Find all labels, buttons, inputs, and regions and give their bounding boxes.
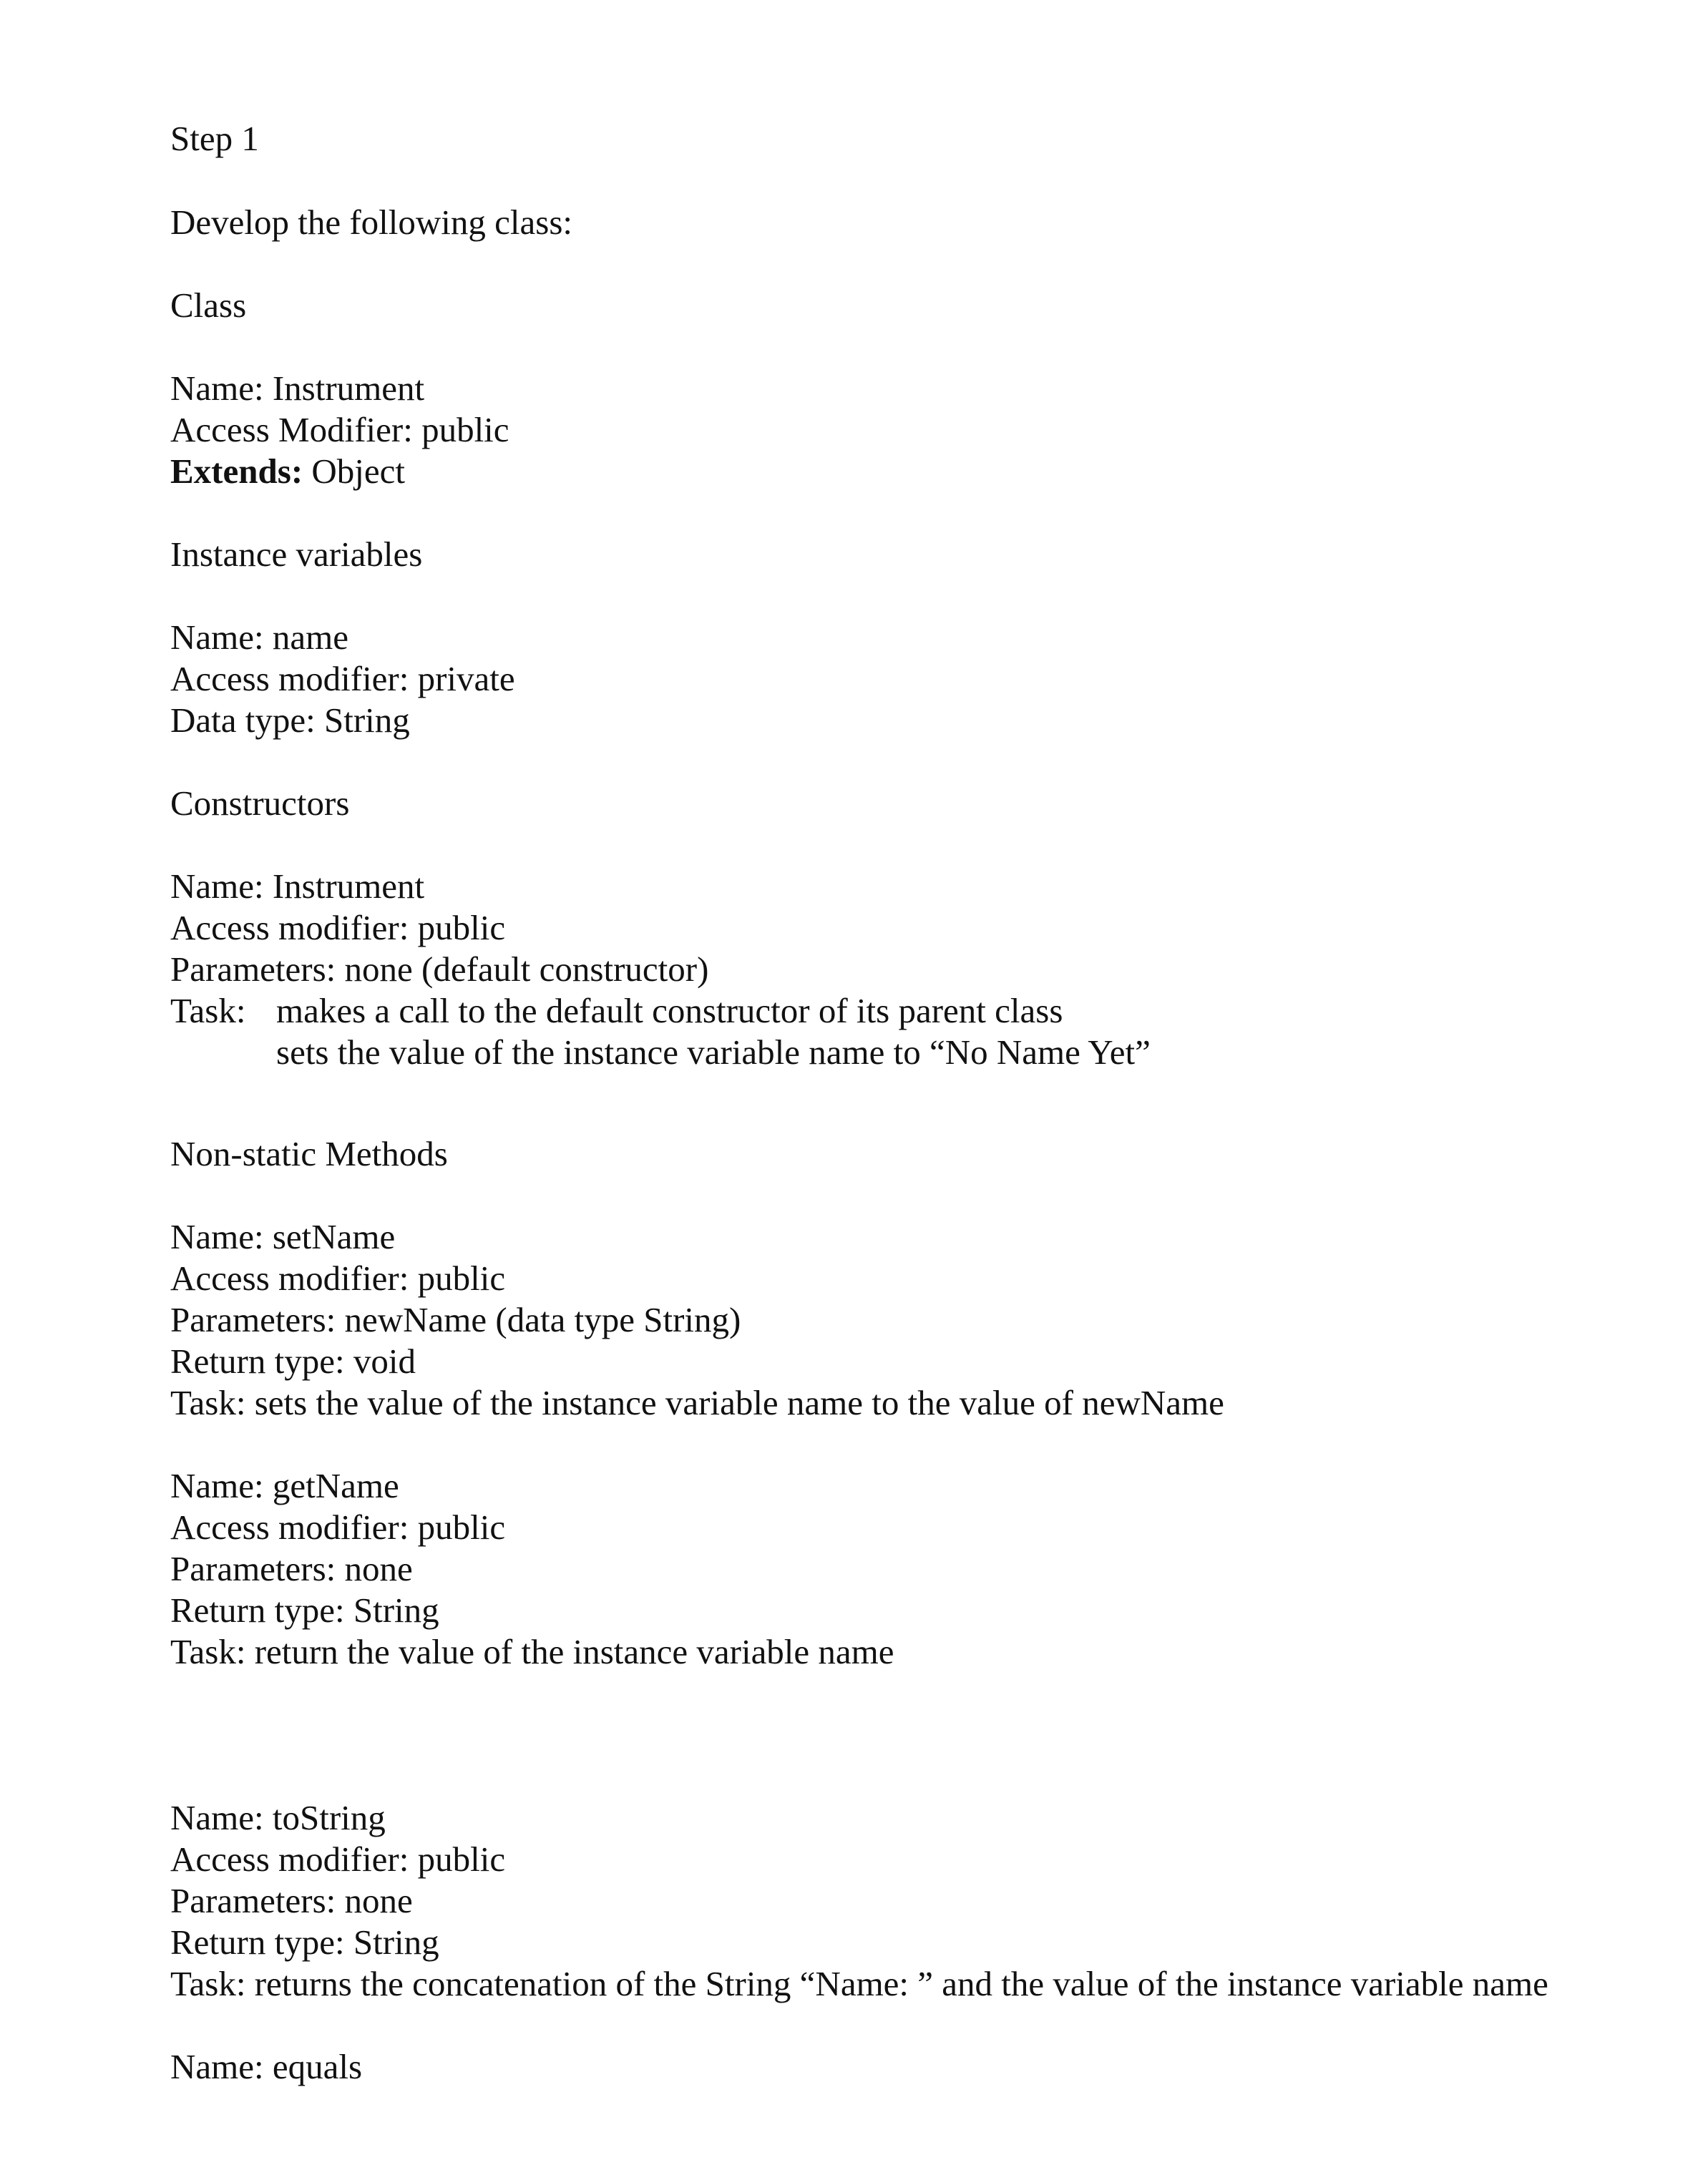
setname-name: Name: setName: [170, 1217, 396, 1256]
constructors-heading: Constructors: [170, 783, 350, 823]
variable-name: Name: name: [170, 617, 348, 657]
tostring-task: Task: returns the concatenation of the String “Name: ” and the value of the instance variable name: [170, 1964, 1548, 2003]
constructor-access: Access modifier: public: [170, 908, 506, 947]
getname-return-type: Return type: String: [170, 1590, 439, 1630]
constructor-parameters: Parameters: none (default constructor): [170, 949, 709, 989]
class-extends: [170, 451, 405, 492]
constructor-task-label: Task:: [170, 991, 246, 1030]
class-heading: Class: [170, 285, 247, 325]
extends-label: Extends:: [170, 451, 303, 491]
step-heading: Step 1: [170, 119, 259, 158]
getname-access: Access modifier: public: [170, 1507, 506, 1547]
constructor-task-line-1: makes a call to the default constructor of its parent class: [276, 991, 1063, 1030]
methods-heading: Non-static Methods: [170, 1134, 448, 1173]
extends-value: Object: [303, 451, 406, 491]
tostring-name: Name: toString: [170, 1798, 386, 1837]
class-access: Access Modifier: public: [170, 410, 509, 449]
setname-task: Task: sets the value of the instance variable name to the value of newName: [170, 1383, 1224, 1422]
tostring-return-type: Return type: String: [170, 1922, 439, 1962]
variable-access: Access modifier: private: [170, 659, 515, 698]
getname-name: Name: getName: [170, 1466, 399, 1505]
getname-parameters: Parameters: none: [170, 1549, 413, 1588]
setname-parameters: Parameters: newName (data type String): [170, 1300, 741, 1339]
equals-name: Name: equals: [170, 2047, 363, 2086]
getname-task: Task: return the value of the instance variable name: [170, 1632, 894, 1671]
tostring-access: Access modifier: public: [170, 1839, 506, 1879]
class-name: Name: Instrument: [170, 368, 425, 408]
intro-text: Develop the following class:: [170, 202, 573, 242]
tostring-parameters: Parameters: none: [170, 1881, 413, 1920]
setname-access: Access modifier: public: [170, 1258, 506, 1298]
instance-variables-heading: Instance variables: [170, 534, 423, 574]
setname-return-type: Return type: void: [170, 1341, 416, 1381]
variable-data-type: Data type: String: [170, 700, 410, 740]
constructor-name: Name: Instrument: [170, 866, 425, 906]
constructor-task-line-2: sets the value of the instance variable name to “No Name Yet”: [276, 1032, 1151, 1072]
